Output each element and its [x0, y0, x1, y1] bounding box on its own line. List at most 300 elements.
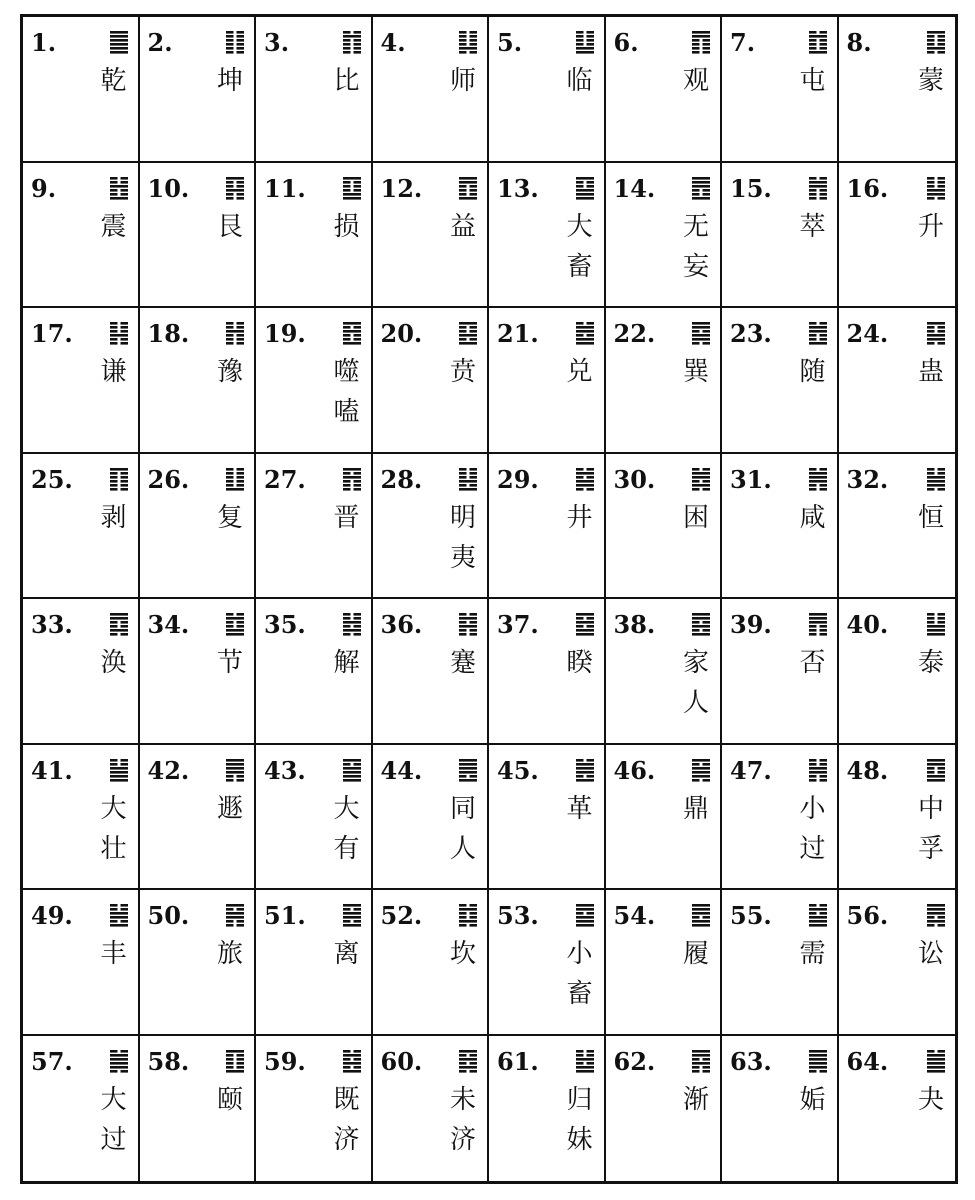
hexagram-name: 井 [566, 502, 593, 533]
yin-line-segment [819, 338, 827, 341]
yin-line-segment [576, 39, 584, 42]
yin-line-segment [938, 488, 946, 491]
yang-line [343, 621, 361, 624]
yin-line-segment [226, 1062, 234, 1065]
hexagram-name: 大过 [100, 1084, 127, 1155]
yin-line-segment [692, 468, 700, 471]
yin-line-segment [692, 342, 700, 345]
yang-line [226, 904, 244, 907]
yin-line-segment [470, 31, 478, 34]
yin-line-segment [938, 1050, 946, 1053]
yang-line [809, 1054, 827, 1057]
hexagram-symbol-icon [576, 612, 594, 636]
yang-line [226, 759, 244, 762]
yin-line-segment [459, 51, 467, 54]
yin-line-segment [110, 625, 118, 628]
yang-line [576, 197, 594, 200]
yang-line [927, 908, 945, 911]
yang-line [927, 47, 945, 50]
yang-line [110, 771, 128, 774]
yin-line-segment [353, 334, 361, 337]
yin-line-segment [927, 35, 935, 38]
yin-line-segment [927, 39, 935, 42]
hexagram-cell [722, 1036, 839, 1182]
hexagram-name: 革 [566, 793, 593, 824]
yang-line [927, 484, 945, 487]
yin-line-segment [576, 43, 584, 46]
hexagram-number: 37. [497, 610, 539, 639]
yin-line-segment [470, 51, 478, 54]
yang-line [343, 193, 361, 196]
hexagram-name: 屯 [799, 66, 826, 96]
yang-line [692, 1062, 710, 1065]
yang-line [809, 476, 827, 479]
hexagram-cell [373, 163, 490, 309]
yang-line [576, 47, 594, 50]
hexagram-symbol-icon [110, 1049, 128, 1073]
hexagram-name: 小过 [799, 793, 826, 864]
hexagram-symbol-icon [459, 176, 477, 200]
hexagram-symbol-icon [692, 176, 710, 200]
hexagram-symbol-icon [343, 1049, 361, 1073]
yin-line-segment [226, 47, 234, 50]
yin-line-segment [586, 625, 594, 628]
hexagram-number: 52. [380, 901, 423, 930]
hexagram-cell [839, 454, 956, 600]
hexagram-cell [23, 454, 140, 600]
yang-line [343, 924, 361, 927]
yin-line-segment [819, 629, 827, 632]
yin-line-segment [110, 920, 118, 923]
yin-line-segment [237, 181, 245, 184]
yin-line-segment [353, 51, 361, 54]
hexagram-number: 57. [31, 1046, 73, 1076]
yin-line-segment [809, 1070, 817, 1073]
yang-line [692, 322, 710, 325]
hexagram-number: 54. [613, 901, 656, 930]
yang-line [927, 904, 945, 907]
hexagram-number: 18. [147, 319, 190, 348]
hexagram-symbol-icon [692, 30, 710, 54]
yin-line-segment [576, 759, 584, 762]
yang-line [692, 472, 710, 475]
yin-line-segment [110, 759, 118, 762]
yin-line-segment [353, 763, 361, 766]
hexagram-symbol-icon [576, 321, 594, 345]
yang-line [226, 488, 244, 491]
yang-line [927, 334, 945, 337]
yang-line [692, 771, 710, 774]
yin-line-segment [226, 480, 234, 483]
yin-line-segment [703, 1058, 711, 1061]
yin-line-segment [237, 468, 245, 471]
yin-line-segment [703, 193, 711, 196]
yang-line [692, 904, 710, 907]
yin-line-segment [927, 613, 935, 616]
yang-line [343, 342, 361, 345]
yang-line [692, 35, 710, 38]
hexagram-name: 旅 [216, 939, 243, 969]
yang-line [226, 1050, 244, 1053]
yin-line-segment [576, 912, 584, 915]
yin-line-segment [110, 633, 118, 636]
hexagram-symbol-icon [927, 758, 945, 782]
yang-line [692, 181, 710, 184]
hexagram-cell [140, 308, 257, 454]
yin-line-segment [470, 621, 478, 624]
yang-line [576, 920, 594, 923]
yin-line-segment [809, 189, 817, 192]
yin-line-segment [586, 1062, 594, 1065]
hexagram-number: 46. [613, 755, 656, 785]
hexagram-number: 51. [264, 901, 306, 930]
hexagram-cell [140, 599, 257, 745]
yin-line-segment [120, 1070, 128, 1073]
hexagram-symbol-icon [809, 1049, 827, 1073]
yang-line [692, 908, 710, 911]
yang-line [459, 779, 477, 782]
yin-line-segment [586, 31, 594, 34]
yin-line-segment [110, 177, 118, 180]
yin-line-segment [470, 35, 478, 38]
hexagram-number: 61. [497, 1046, 539, 1076]
yin-line-segment [692, 916, 700, 919]
hexagram-cell [722, 308, 839, 454]
yin-line-segment [120, 763, 128, 766]
yin-line-segment [459, 472, 467, 475]
yin-line-segment [110, 904, 118, 907]
yin-line-segment [343, 43, 351, 46]
yin-line-segment [470, 39, 478, 42]
hexagram-cell [489, 599, 606, 745]
hexagram-name: 随 [799, 357, 826, 387]
hexagram-name: 家人 [682, 648, 709, 718]
yin-line-segment [938, 35, 946, 38]
yin-line-segment [576, 1054, 584, 1057]
hexagram-symbol-icon [809, 467, 827, 491]
hexagram-name: 无妄 [682, 211, 709, 282]
yin-line-segment [343, 1050, 351, 1053]
hexagram-cell [373, 890, 490, 1036]
hexagram-number: 12. [380, 173, 423, 203]
yang-line [809, 185, 827, 188]
yang-line [576, 342, 594, 345]
yin-line-segment [343, 763, 351, 766]
yin-line-segment [692, 193, 700, 196]
yin-line-segment [237, 476, 245, 479]
hexagram-name: 蛊 [917, 357, 944, 387]
yin-line-segment [819, 1070, 827, 1073]
hexagram-name: 乾 [100, 66, 127, 96]
hexagram-number: 41. [31, 755, 73, 785]
yin-line-segment [938, 181, 946, 184]
hexagram-cell [256, 163, 373, 309]
yang-line [110, 916, 128, 919]
yin-line-segment [927, 177, 935, 180]
yin-line-segment [237, 1062, 245, 1065]
hexagram-cell [373, 745, 490, 891]
yin-line-segment [110, 484, 118, 487]
yang-line [110, 43, 128, 46]
yin-line-segment [938, 51, 946, 54]
yang-line [809, 181, 827, 184]
hexagram-number: 31. [730, 464, 772, 494]
yin-line-segment [343, 908, 351, 911]
yin-line-segment [120, 484, 128, 487]
yin-line-segment [343, 484, 351, 487]
yang-line [576, 330, 594, 333]
hexagram-name: 讼 [917, 939, 944, 969]
yin-line-segment [343, 920, 351, 923]
hexagram-cell [23, 745, 140, 891]
yin-line-segment [226, 775, 234, 778]
yin-line-segment [120, 338, 128, 341]
yin-line-segment [819, 759, 827, 762]
yin-line-segment [692, 480, 700, 483]
yang-line [927, 1070, 945, 1073]
yang-line [459, 197, 477, 200]
yang-line [692, 177, 710, 180]
yin-line-segment [809, 177, 817, 180]
yang-line [809, 920, 827, 923]
yin-line-segment [237, 908, 245, 911]
yang-line [809, 326, 827, 329]
hexagram-number: 19. [264, 319, 306, 348]
yin-line-segment [703, 51, 711, 54]
yang-line [110, 1062, 128, 1065]
yin-line-segment [586, 43, 594, 46]
yang-line [110, 617, 128, 620]
yin-line-segment [470, 326, 478, 329]
hexagram-symbol-icon [226, 30, 244, 54]
hexagram-name: 兑 [566, 357, 593, 387]
yang-line [692, 476, 710, 479]
hexagram-name: 贲 [449, 357, 476, 387]
hexagram-symbol-icon [110, 176, 128, 200]
yang-line [692, 767, 710, 770]
yin-line-segment [110, 476, 118, 479]
hexagram-cell [373, 599, 490, 745]
hexagram-name: 升 [917, 211, 944, 242]
yin-line-segment [237, 342, 245, 345]
yin-line-segment [809, 468, 817, 471]
yin-line-segment [120, 621, 128, 624]
hexagram-number: 8. [846, 28, 872, 57]
hexagram-name: 蒙 [917, 66, 944, 96]
hexagram-number: 3. [264, 28, 290, 57]
yin-line-segment [819, 484, 827, 487]
yin-line-segment [470, 185, 478, 188]
yin-line-segment [938, 326, 946, 329]
yin-line-segment [459, 31, 467, 34]
hexagram-cell [373, 1036, 490, 1182]
hexagram-name: 需 [799, 939, 826, 969]
hexagram-cell [606, 163, 723, 309]
yin-line-segment [459, 185, 467, 188]
yin-line-segment [927, 197, 935, 200]
yin-line-segment [938, 767, 946, 770]
yang-line [226, 771, 244, 774]
yin-line-segment [237, 480, 245, 483]
hexagram-name: 大有 [333, 793, 360, 864]
yin-line-segment [938, 177, 946, 180]
yin-line-segment [353, 617, 361, 620]
yin-line-segment [819, 197, 827, 200]
hexagram-number: 49. [31, 901, 73, 930]
hexagram-cell [722, 599, 839, 745]
hexagram-name: 噬嗑 [333, 357, 360, 427]
yang-line [226, 767, 244, 770]
yin-line-segment [809, 488, 817, 491]
yin-line-segment [343, 633, 351, 636]
yin-line-segment [576, 1050, 584, 1053]
yin-line-segment [237, 338, 245, 341]
yang-line [576, 779, 594, 782]
yin-line-segment [470, 924, 478, 927]
hexagram-symbol-icon [927, 903, 945, 927]
yin-line-segment [343, 31, 351, 34]
yin-line-segment [343, 334, 351, 337]
hexagram-number: 32. [846, 464, 889, 494]
yin-line-segment [809, 47, 817, 50]
hexagram-name: 益 [449, 211, 476, 242]
hexagram-name: 节 [216, 648, 243, 678]
hexagram-number: 2. [147, 28, 173, 57]
hexagram-symbol-icon [459, 467, 477, 491]
yang-line [110, 51, 128, 54]
hexagram-symbol-icon [809, 612, 827, 636]
hexagram-cell [606, 1036, 723, 1182]
hexagram-cell [489, 454, 606, 600]
yin-line-segment [120, 1050, 128, 1053]
yin-line-segment [809, 43, 817, 46]
yin-line-segment [343, 47, 351, 50]
hexagram-cell [256, 308, 373, 454]
hexagram-name: 未济 [449, 1084, 476, 1155]
hexagram-name: 谦 [100, 357, 127, 387]
hexagram-symbol-icon [809, 758, 827, 782]
yin-line-segment [703, 47, 711, 50]
yin-line-segment [226, 779, 234, 782]
yin-line-segment [927, 330, 935, 333]
yang-line [692, 613, 710, 616]
yang-line [927, 775, 945, 778]
hexagram-symbol-icon [226, 612, 244, 636]
yang-line [459, 763, 477, 766]
yin-line-segment [237, 334, 245, 337]
yin-line-segment [819, 322, 827, 325]
yin-line-segment [586, 488, 594, 491]
yin-line-segment [459, 613, 467, 616]
yin-line-segment [343, 488, 351, 491]
yin-line-segment [703, 189, 711, 192]
yang-line [809, 613, 827, 616]
yin-line-segment [576, 617, 584, 620]
yin-line-segment [809, 759, 817, 762]
yin-line-segment [470, 912, 478, 915]
yin-line-segment [938, 43, 946, 46]
yin-line-segment [703, 488, 711, 491]
yang-line [576, 621, 594, 624]
yin-line-segment [576, 334, 584, 337]
yang-line [110, 185, 128, 188]
yin-line-segment [692, 47, 700, 50]
yin-line-segment [343, 185, 351, 188]
yin-line-segment [692, 763, 700, 766]
hexagram-symbol-icon [343, 30, 361, 54]
yin-line-segment [586, 617, 594, 620]
hexagram-number: 24. [846, 319, 889, 348]
yang-line [692, 1054, 710, 1057]
yin-line-segment [809, 633, 817, 636]
yin-line-segment [459, 476, 467, 479]
yang-line [809, 1062, 827, 1065]
yang-line [576, 193, 594, 196]
yang-line [927, 338, 945, 341]
yang-line [576, 326, 594, 329]
yin-line-segment [226, 484, 234, 487]
hexagram-cell [839, 17, 956, 163]
yin-line-segment [343, 51, 351, 54]
hexagram-name: 蹇 [449, 648, 476, 678]
hexagram-name: 姤 [799, 1084, 826, 1115]
yang-line [110, 31, 128, 34]
yin-line-segment [576, 181, 584, 184]
yin-line-segment [226, 31, 234, 34]
hexagram-cell [23, 163, 140, 309]
hexagram-symbol-icon [459, 903, 477, 927]
yin-line-segment [459, 330, 467, 333]
yang-line [809, 908, 827, 911]
yang-line [927, 629, 945, 632]
yin-line-segment [110, 621, 118, 624]
hexagram-number: 58. [147, 1046, 190, 1076]
hexagram-symbol-icon [927, 467, 945, 491]
yin-line-segment [692, 43, 700, 46]
yang-line [692, 759, 710, 762]
yin-line-segment [586, 185, 594, 188]
yin-line-segment [226, 476, 234, 479]
hexagram-symbol-icon [226, 467, 244, 491]
yin-line-segment [353, 488, 361, 491]
yang-line [809, 916, 827, 919]
yin-line-segment [237, 197, 245, 200]
hexagram-symbol-icon [226, 903, 244, 927]
yang-line [692, 484, 710, 487]
yang-line [576, 1070, 594, 1073]
yin-line-segment [459, 633, 467, 636]
hexagram-number: 14. [613, 173, 656, 203]
hexagram-name: 颐 [216, 1084, 243, 1115]
yin-line-segment [226, 342, 234, 345]
hexagram-name: 小畜 [566, 939, 593, 1009]
yin-line-segment [470, 338, 478, 341]
yin-line-segment [692, 39, 700, 42]
hexagram-cell [256, 1036, 373, 1182]
hexagram-name: 复 [216, 502, 243, 533]
yin-line-segment [237, 920, 245, 923]
yin-line-segment [226, 181, 234, 184]
hexagram-name: 临 [566, 66, 593, 96]
yin-line-segment [226, 338, 234, 341]
yin-line-segment [226, 326, 234, 329]
hexagram-number: 22. [613, 319, 656, 348]
hexagram-name: 中孚 [917, 793, 944, 864]
yin-line-segment [237, 621, 245, 624]
yin-line-segment [459, 193, 467, 196]
hexagram-symbol-icon [927, 321, 945, 345]
yang-line [343, 197, 361, 200]
